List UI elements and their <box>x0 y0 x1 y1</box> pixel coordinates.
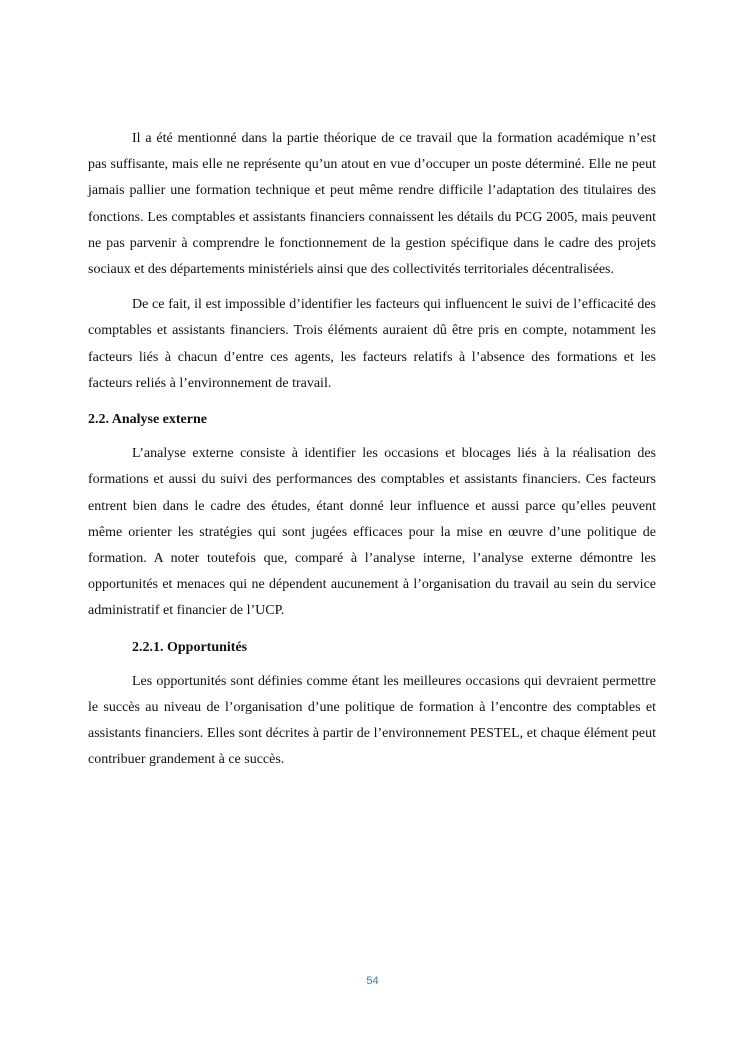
paragraph-analyse-externe: L’analyse externe consiste à identifier les occasions et blocages liés à la réalisation des formations et aussi du suivi des performances des comptables et assistants financiers. Ces facteurs entrent bien dans le cadre des études, étant donné leur influence et aussi parce qu’elles peuvent même orienter les stratégies qui sont jugées efficaces pour la mise en œuvre d’une politique de formation. A noter toutefois que, comparé à l’analyse interne, l’analyse externe démontre les opportunités et menaces qui ne dépendent aucunement à l’organisation du travail au sein du service administratif et financier de l’UCP. <box>88 446 656 619</box>
paragraph-formation-academique: Il a été mentionné dans la partie théorique de ce travail que la formation académique n’est pas suffisante, mais elle ne représente qu’un atout en vue d’occuper un poste déterminé. Elle ne peut jamais pallier une formation technique et peut même rendre difficile l’adaptation des titulaires des fonctions. Les comptables et assistants financiers connaissent les détails du PCG 2005, mais peuvent ne pas parvenir à comprendre le fonctionnement de la gestion spécifique dans le cadre des projets sociaux et des départements ministériels ainsi que des collectivités territoriales décentralisées. <box>88 131 656 278</box>
document-page <box>88 126 656 774</box>
subsection-heading: 2.2.1. Opportunités <box>132 639 248 655</box>
paragraph-opportunites: Les opportunités sont définies comme étant les meilleures occasions qui devraient permettre le succès au niveau de l’organisation d’une politique de formation à l’encontre des comptables et assistants financiers. Elles sont décrites à partir de l’environnement PESTEL, et chaque élément peut contribuer grandement à ce succès. <box>88 673 656 768</box>
paragraph-facteurs-efficacite: De ce fait, il est impossible d’identifier les facteurs qui influencent le suivi de l’efficacité des comptables et assistants financiers. Trois éléments auraient dû être pris en compte, notamment les facteurs liés à chacun d’entre ces agents, les facteurs relatifs à l’absence des formations et les facteurs reliés à l’environnement de travail. <box>88 297 656 391</box>
page-number: 54 <box>366 975 379 987</box>
section-heading: 2.2. Analyse externe <box>88 412 207 428</box>
